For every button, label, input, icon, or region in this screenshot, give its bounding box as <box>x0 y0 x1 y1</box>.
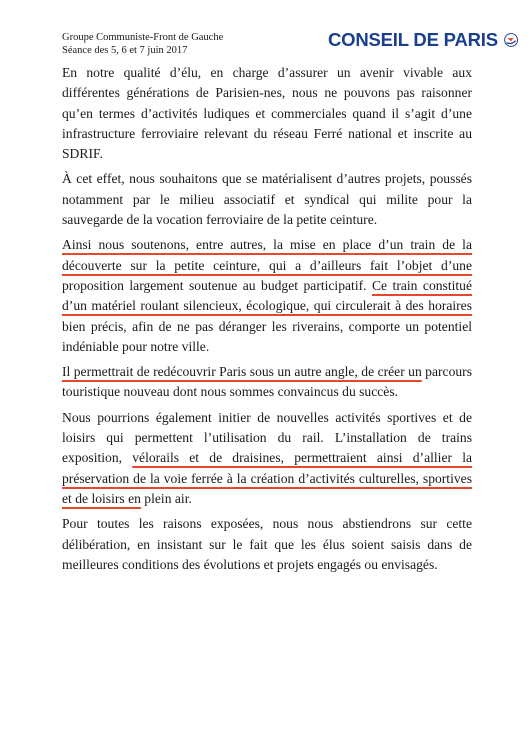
document-header <box>62 31 223 57</box>
plain-text: plein air. <box>140 490 192 506</box>
session-dates: Séance des 5, 6 et 7 juin 2017 <box>62 45 188 56</box>
logo-text: CONSEIL DE PARIS <box>328 29 498 50</box>
highlighted-text: Ce train constitué d’un matériel roulant silencieux, écologique, qui circulerait à des horaires <box>62 277 472 314</box>
group-name: Groupe Communiste-Front de Gauche <box>62 32 224 43</box>
plain-text: proposition largement soutenue au budget participatif. <box>62 277 372 293</box>
highlighted-text: Ainsi nous soutenons, entre autres, la mise en place d’un train de la découverte sur la petite ceinture, qui a d’ailleurs fait l’objet d’une <box>62 237 472 273</box>
conseil-de-paris-logo <box>328 28 518 52</box>
paragraph-5 <box>62 408 472 509</box>
highlighted-text: Il permettrait de redécouvrir Paris sous un autre angle, de créer un <box>62 364 422 380</box>
paris-ship-emblem-icon <box>504 29 518 51</box>
paragraph-4 <box>62 362 472 403</box>
letter-body <box>62 63 472 580</box>
plain-text: parcours touristique nouveau dont nous sommes convaincus du succès. <box>62 364 472 400</box>
paragraph-1: En notre qualité d’élu, en charge d’assurer un avenir vivable aux différentes générations de Parisien-nes, nous ne pouvons pas raisonner qu’en termes d’activités ludiques et commerciales quand il s’agit d’une infrastructure ferroviaire relevant du réseau Ferré national et inscrite au SDRIF. <box>62 65 472 162</box>
plain-text: Nous pourrions également initier de nouvelles activités sportives et de loisirs qui permettent l’utilisation du rail. L’installation de trains exposition, <box>62 409 472 466</box>
paragraph-6: Pour toutes les raisons exposées, nous nous abstiendrons sur cette délibération, en insistant sur le fait que les élus soient saisis dans de meilleures conditions des évolutions et projets engagés ou envisagés. <box>62 516 472 572</box>
paragraph-2: À cet effet, nous souhaitons que se matérialisent d’autres projets, poussés notamment par le milieu associatif et syndical qui milite pour la sauvegarde de la vocation ferroviaire de la petite ceinture. <box>62 171 472 228</box>
plain-text: bien précis, afin de ne pas déranger les riverains, comporte un potentiel indéniable pour notre ville. <box>62 318 472 354</box>
highlighted-text: vélorails et de draisines, permettraient ainsi d’allier la préservation de la voie ferrée à la création d’activités culturelles, sportives et de loisirs en <box>62 450 473 506</box>
paragraph-3 <box>62 235 472 357</box>
